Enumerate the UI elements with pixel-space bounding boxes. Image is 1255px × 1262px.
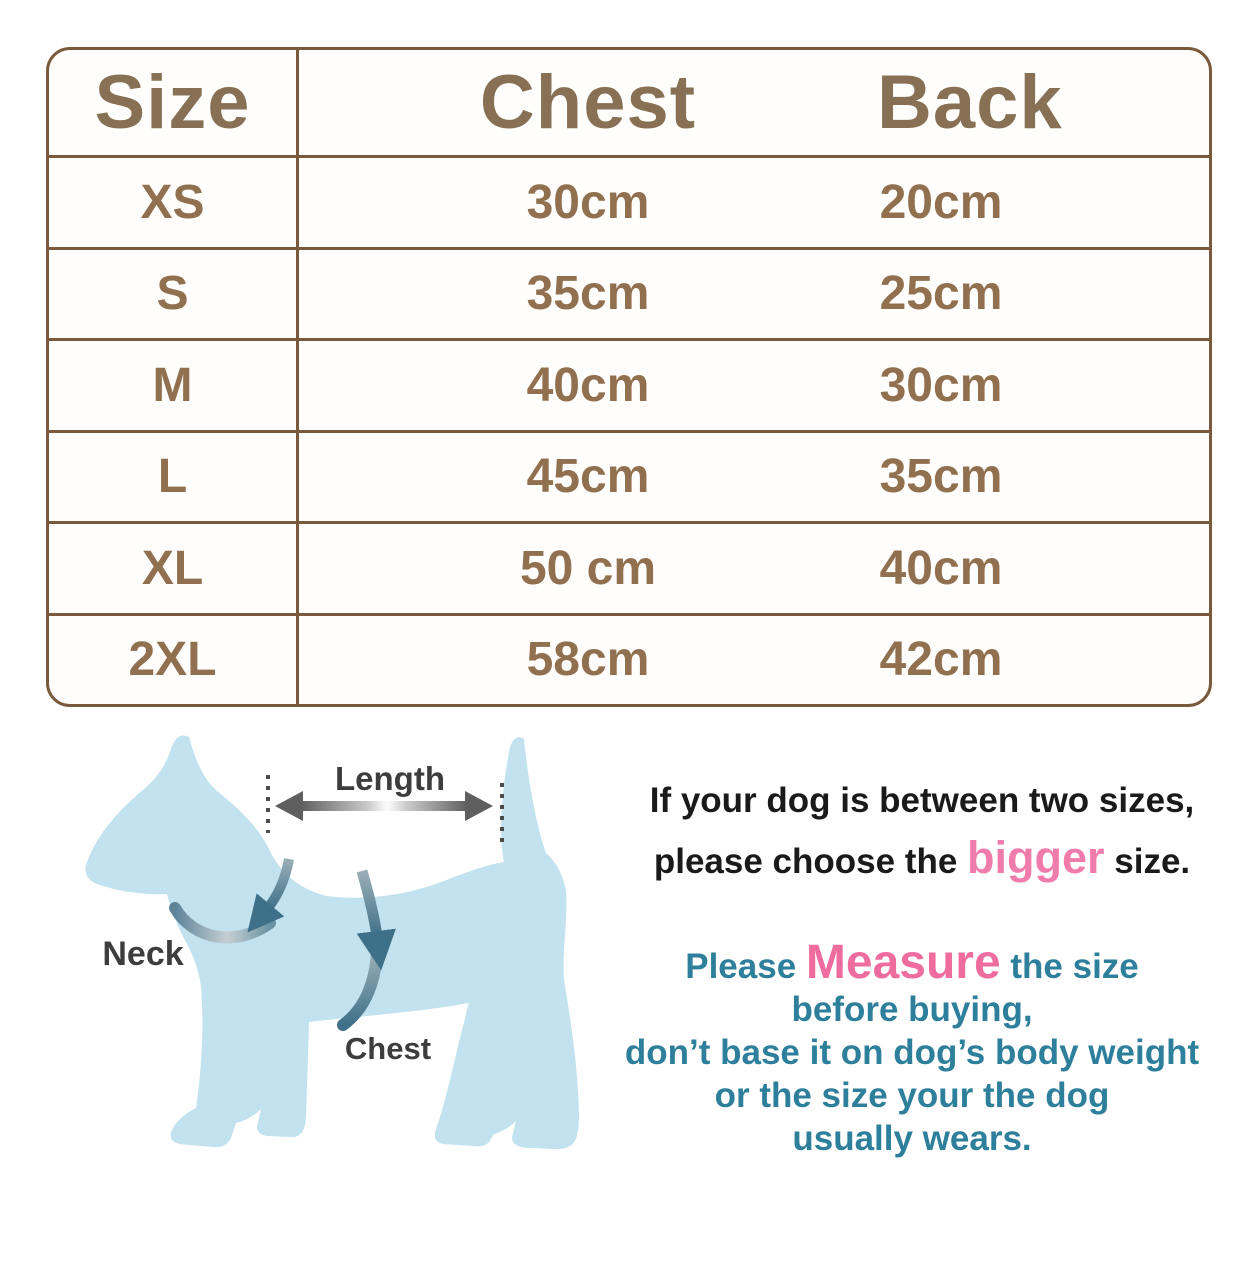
table-row — [49, 613, 1209, 705]
size-value: L — [157, 450, 188, 504]
row-filler — [1005, 616, 1209, 705]
measure-highlight: Measure — [805, 936, 1001, 989]
size-cell — [49, 524, 299, 613]
chest-cell — [299, 524, 877, 613]
size-cell — [49, 158, 299, 247]
back-cell — [877, 524, 1005, 613]
length-label: Length — [335, 760, 445, 797]
bigger-highlight: bigger — [967, 832, 1105, 883]
chest-value: 40cm — [526, 358, 650, 412]
back-cell — [877, 341, 1005, 430]
back-value: 30cm — [879, 358, 1003, 412]
size-value: XL — [141, 541, 204, 595]
length-arrowhead-left — [275, 791, 303, 821]
chest-value: 58cm — [526, 633, 650, 687]
back-cell — [877, 250, 1005, 339]
table-row — [49, 247, 1209, 339]
header-size-label: Size — [94, 60, 251, 145]
note-line-3-prefix: Please — [685, 947, 806, 986]
table-row — [49, 155, 1209, 247]
note-line-3-suffix: the size — [1000, 947, 1139, 986]
row-filler — [1005, 158, 1209, 247]
table-row — [49, 521, 1209, 613]
table-row — [49, 338, 1209, 430]
chest-cell — [299, 433, 877, 522]
size-cell — [49, 433, 299, 522]
size-cell — [49, 341, 299, 430]
size-value: M — [152, 358, 193, 412]
chest-value: 35cm — [526, 267, 650, 321]
size-cell — [49, 616, 299, 705]
header-chest-label: Chest — [479, 60, 697, 145]
back-value: 40cm — [879, 541, 1003, 595]
row-filler — [1005, 341, 1209, 430]
chest-label: Chest — [344, 1031, 432, 1066]
back-value: 25cm — [879, 267, 1003, 321]
note-between-sizes — [582, 780, 1255, 888]
chest-value: 50 cm — [519, 541, 657, 595]
header-filler — [1063, 50, 1209, 155]
size-value: 2XL — [128, 633, 217, 687]
header-back-label: Back — [877, 60, 1063, 145]
back-value: 42cm — [879, 633, 1003, 687]
table-row — [49, 430, 1209, 522]
note-line-5: don’t base it on dog’s body weight — [624, 1033, 1200, 1072]
back-cell — [877, 616, 1005, 705]
size-value: XS — [140, 175, 205, 229]
chest-value: 45cm — [526, 450, 650, 504]
note-measure-before-buying — [562, 936, 1255, 1160]
header-chest-cell — [299, 50, 877, 155]
note-line-2-prefix: please choose the — [653, 842, 968, 881]
chest-cell — [299, 341, 877, 430]
note-line-3 — [562, 936, 1255, 989]
note-line-1: If your dog is between two sizes, — [649, 781, 1195, 820]
note-line-4: before buying, — [791, 990, 1033, 1029]
note-line-2-suffix: size. — [1104, 842, 1191, 881]
size-cell — [49, 250, 299, 339]
chest-cell — [299, 250, 877, 339]
back-value: 20cm — [879, 175, 1003, 229]
chest-value: 30cm — [526, 175, 650, 229]
back-value: 35cm — [879, 450, 1003, 504]
chest-cell — [299, 158, 877, 247]
row-filler — [1005, 524, 1209, 613]
back-cell — [877, 158, 1005, 247]
neck-label: Neck — [102, 935, 184, 973]
header-size-cell — [49, 50, 299, 155]
row-filler — [1005, 433, 1209, 522]
size-table — [46, 47, 1212, 707]
back-cell — [877, 433, 1005, 522]
chest-cell — [299, 616, 877, 705]
note-line-6: or the size your the dog — [714, 1076, 1110, 1115]
note-line-7: usually wears. — [792, 1119, 1032, 1158]
row-filler — [1005, 250, 1209, 339]
table-header-row — [49, 50, 1209, 155]
size-value: S — [156, 267, 189, 321]
note-line-2 — [582, 832, 1255, 888]
header-back-cell — [877, 50, 1063, 155]
